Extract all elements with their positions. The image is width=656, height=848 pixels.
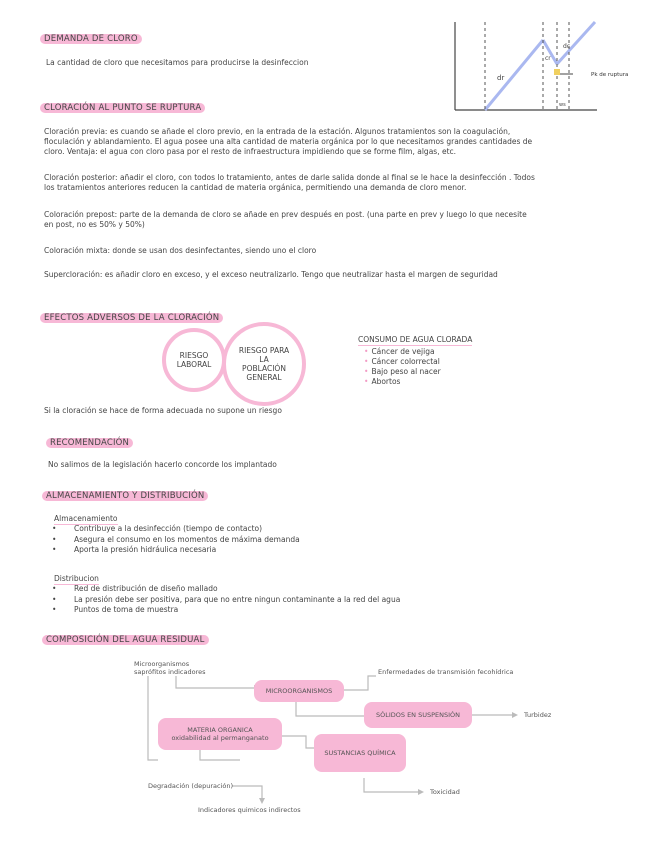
supercloracion-paragraph: Supercloración: es añadir cloro en exceso, y el exceso neutralizarlo. Tengo que neutralizar hasta el margen de seguridad: [44, 270, 498, 279]
graph-label-dr: dr: [497, 74, 505, 82]
demanda-text: La cantidad de cloro que necesitamos para producirse la desinfeccion: [46, 58, 309, 67]
previa-line-1: Cloración previa: es cuando se añade el cloro previo, en la entrada de la estación. Algunos tratamientos son la coagulación,: [44, 127, 511, 136]
efectos-note: Si la cloración se hace de forma adecuada no supone un riesgo: [44, 406, 282, 415]
heading-demanda-cloro: DEMANDA DE CLORO: [40, 34, 142, 44]
previa-line-2: floculación y ablandamiento. El agua posee una alta cantidad de materia orgánica por lo que necesitamos grandes cantidades de: [44, 137, 533, 146]
graph-label-cr: cr: [545, 55, 551, 62]
prepost-line-2: en post, no es 50% y 50%): [44, 220, 145, 229]
sub-distribucion: Distribucion: [54, 574, 99, 583]
box-microorganismos: [254, 680, 344, 702]
circle2-line-3: POBLACIÓN: [242, 364, 286, 373]
prepost-line-1: Coloración prepost: parte de la demanda de cloro se añade en prev después en post. (una parte en prev y luego lo que necesite: [44, 210, 527, 219]
almacenamiento-item-3: • Aporta la presión hidráulica necesaria: [52, 545, 300, 556]
connector-micro-down: [148, 676, 158, 760]
consumo-item-1: • Cáncer de vejiga: [364, 347, 441, 357]
connector-sustancias: [282, 736, 318, 748]
consumo-item-3: • Bajo peso al nacer: [364, 367, 441, 377]
graph-label-ruptura: Pk de ruptura: [591, 72, 629, 78]
micro-label-line-1: Microorganismos: [134, 660, 190, 668]
distribucion-item-2: • La presión debe ser positiva, para que no entre ningun contaminante a la red del agua: [52, 595, 400, 606]
box-materia-label: MATERIA ORGANICA: [187, 726, 253, 734]
box-materia-organica: [158, 718, 282, 750]
heading-composicion-agua: COMPOSICIÓN DEL AGUA RESIDUAL: [42, 635, 209, 645]
connector-toxicidad: [364, 778, 418, 792]
mixta-paragraph: Coloración mixta: donde se usan dos desinfectantes, siendo uno el cloro: [44, 246, 317, 255]
degradacion-label: Degradación (depuración): [148, 782, 234, 790]
box-materia-sublabel: oxidabilidad al permanganato: [171, 734, 269, 742]
circle2-line-2: LA: [259, 355, 269, 364]
box-solidos-label: SÓLIDOS EN SUSPENSIÓN: [375, 711, 461, 719]
almacenamiento-item-1: • Contribuye a la desinfección (tiempo de contacto): [52, 524, 300, 535]
connector-degradacion: [232, 786, 262, 798]
previa-line-3: cloro. Ventaja: el agua con cloro pasa por el resto de infraestructura impidiendo que se forme film, algas, etc.: [44, 147, 457, 156]
heading-almacenamiento-distribucion: ALMACENAMIENTO Y DISTRIBUCIÓN: [42, 491, 208, 501]
box-micro-label: MICROORGANISMOS: [265, 687, 333, 695]
distribucion-item-3: • Puntos de toma de muestra: [52, 605, 400, 616]
distribucion-item-1: • Red de distribución de diseño mallado: [52, 584, 400, 595]
sub-almacenamiento: Almacenamiento: [54, 514, 118, 523]
consumo-item-2: • Cáncer colorrectal: [364, 357, 441, 367]
heading-efectos-adversos: EFECTOS ADVERSOS DE LA CLORACIÓN: [40, 313, 223, 323]
enfermedades-label: Enfermedades de transmisión fecohídrica: [378, 668, 514, 676]
heading-recomendacion: RECOMENDACIÓN: [46, 438, 133, 448]
connector-micro-box: [176, 676, 254, 688]
circle1-line-1: RIESGO: [179, 351, 209, 360]
micro-label-line-2: saprófitos indicadores: [134, 668, 206, 676]
graph-label-axis: ws: [559, 102, 566, 108]
indicadores-label: Indicadores quimicos indirectos: [198, 806, 301, 814]
graph-label-dc: dc: [563, 43, 571, 50]
micro-saprofitos-label: [134, 660, 206, 676]
box-sustancias-quimica: [314, 734, 406, 772]
toxicidad-label: Toxicidad: [430, 788, 460, 796]
heading-cloracion-ruptura: CLORACIÓN AL PUNTO SE RUPTURA: [40, 103, 205, 113]
posterior-line-1: Cloración posterior: añadir el cloro, con todos lo tratamiento, antes de darle salida donde al final se le hace la desinfección . Todos: [44, 173, 535, 182]
connector-enfermedades: [344, 676, 376, 690]
circle2-line-4: GENERAL: [246, 373, 282, 382]
posterior-line-2: los tratamientos anteriores reducen la cantidad de materia orgánica, permitiendo una demanda de cloro menor.: [44, 183, 467, 192]
turbidez-label: Turbidez: [524, 711, 552, 719]
arrowhead-toxicidad: [418, 789, 424, 795]
circle2-line-1: RIESGO PARA: [238, 346, 290, 355]
box-sustancias-label: SUSTANCIAS QUÍMICA: [324, 749, 396, 757]
almacenamiento-item-2: • Asegura el consumo en los momentos de máxima demanda: [52, 535, 300, 546]
consumo-item-4: • Abortos: [364, 377, 441, 387]
arrowhead-turbidez: [512, 712, 518, 718]
consumo-title: CONSUMO DE AGUA CLORADA: [358, 335, 473, 344]
arrowhead-degradacion: [259, 798, 265, 804]
box-solidos-suspension: [364, 702, 472, 728]
connector-solidos: [296, 700, 366, 716]
circle1-line-2: LABORAL: [176, 360, 212, 369]
recomendacion-text: No salimos de la legislación hacerlo concorde los implantado: [48, 460, 277, 469]
